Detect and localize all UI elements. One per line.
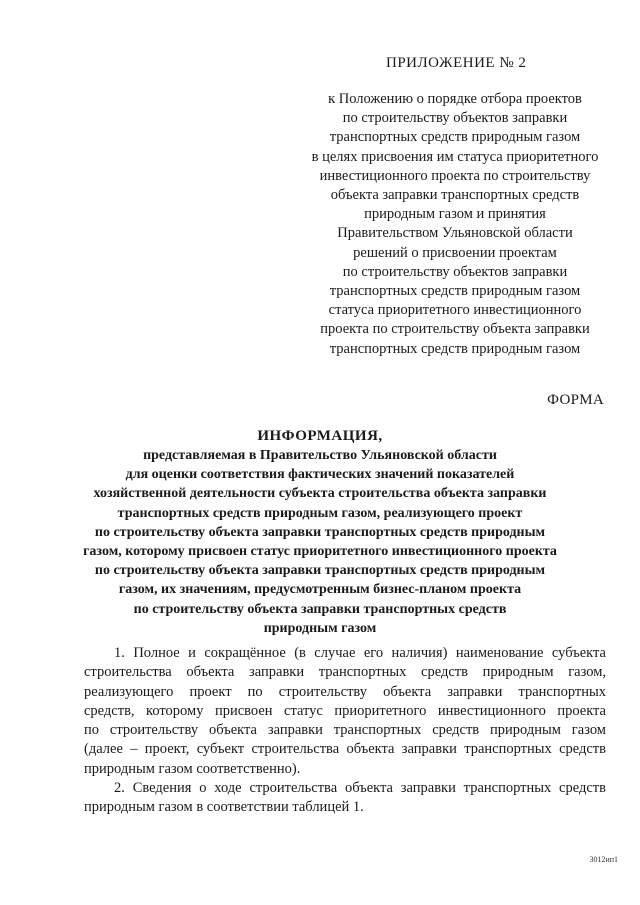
form-label: ФОРМА: [547, 392, 604, 408]
information-line: по строительству объекта заправки транспортных средств природным: [94, 524, 546, 540]
appendix-title: ПРИЛОЖЕНИЕ № 2: [386, 55, 527, 71]
appendix-line: по строительству объектов заправки: [342, 263, 568, 280]
body-line: природным газом соответственно).: [84, 760, 301, 777]
appendix-line: решений о присвоении проектам: [353, 244, 557, 261]
information-line: газом, их значениям, предусмотренным бизнес-планом проекта: [118, 582, 522, 598]
information-line: для оценки соответствия фактических значений показателей: [125, 467, 515, 483]
footer-code: 3012ип1: [589, 855, 618, 864]
appendix-line: статуса приоритетного инвестиционного: [328, 302, 582, 319]
appendix-line: транспортных средств природным газом: [329, 283, 581, 300]
appendix-line: транспортных средств природным газом: [329, 129, 581, 146]
appendix-line: объекта заправки транспортных средств: [330, 187, 580, 204]
body-line: 1. Полное и сокращённое (в случае его наличия) наименование субъекта: [114, 645, 606, 661]
appendix-line: транспортных средств природным газом: [329, 340, 581, 357]
body-line: природным газом в соответствии таблицей 1.: [84, 799, 364, 816]
appendix-line: в целях присвоения им статуса приоритетного: [311, 148, 599, 165]
appendix-line: к Положению о порядке отбора проектов: [328, 91, 582, 107]
information-line: газом, которому присвоен статус приоритетного инвестиционного проекта: [83, 544, 557, 560]
information-line: по строительству объекта заправки транспортных средств: [133, 601, 507, 617]
appendix-subtitle: [290, 90, 620, 359]
information-line: по строительству объекта заправки транспортных средств природным: [94, 563, 546, 579]
body-line: реализующего проект по строительству объекта заправки транспортных: [84, 683, 606, 700]
body-line: по строительству объекта заправки транспортных средств природным газом: [84, 722, 606, 739]
body-text: [84, 644, 606, 818]
information-line: транспортных средств природным газом, реализующего проект: [117, 505, 523, 521]
information-line: природным газом: [263, 620, 377, 636]
body-line: средств, которому присвоен статус приоритетного инвестиционного проекта: [84, 702, 606, 719]
information-title: ИНФОРМАЦИЯ,: [257, 428, 383, 444]
body-line: (далее – проект, субъект строительства объекта заправки транспортных средств: [84, 741, 606, 758]
appendix-line: Правительством Ульяновской области: [337, 225, 573, 242]
information-subtitle: [40, 446, 600, 638]
appendix-line: проекта по строительству объекта заправки: [320, 321, 590, 338]
appendix-line: природным газом и принятия: [364, 206, 546, 223]
information-line: представляемая в Правительство Ульяновской области: [143, 448, 497, 463]
appendix-line: инвестиционного проекта по строительству: [319, 167, 591, 184]
information-line: хозяйственной деятельности субъекта строительства объекта заправки: [93, 486, 547, 502]
appendix-line: по строительству объектов заправки: [342, 110, 568, 127]
body-line: строительства объекта заправки транспортных средств природным газом,: [84, 664, 606, 681]
body-line: 2. Сведения о ходе строительства объекта заправки транспортных средств: [114, 780, 606, 797]
